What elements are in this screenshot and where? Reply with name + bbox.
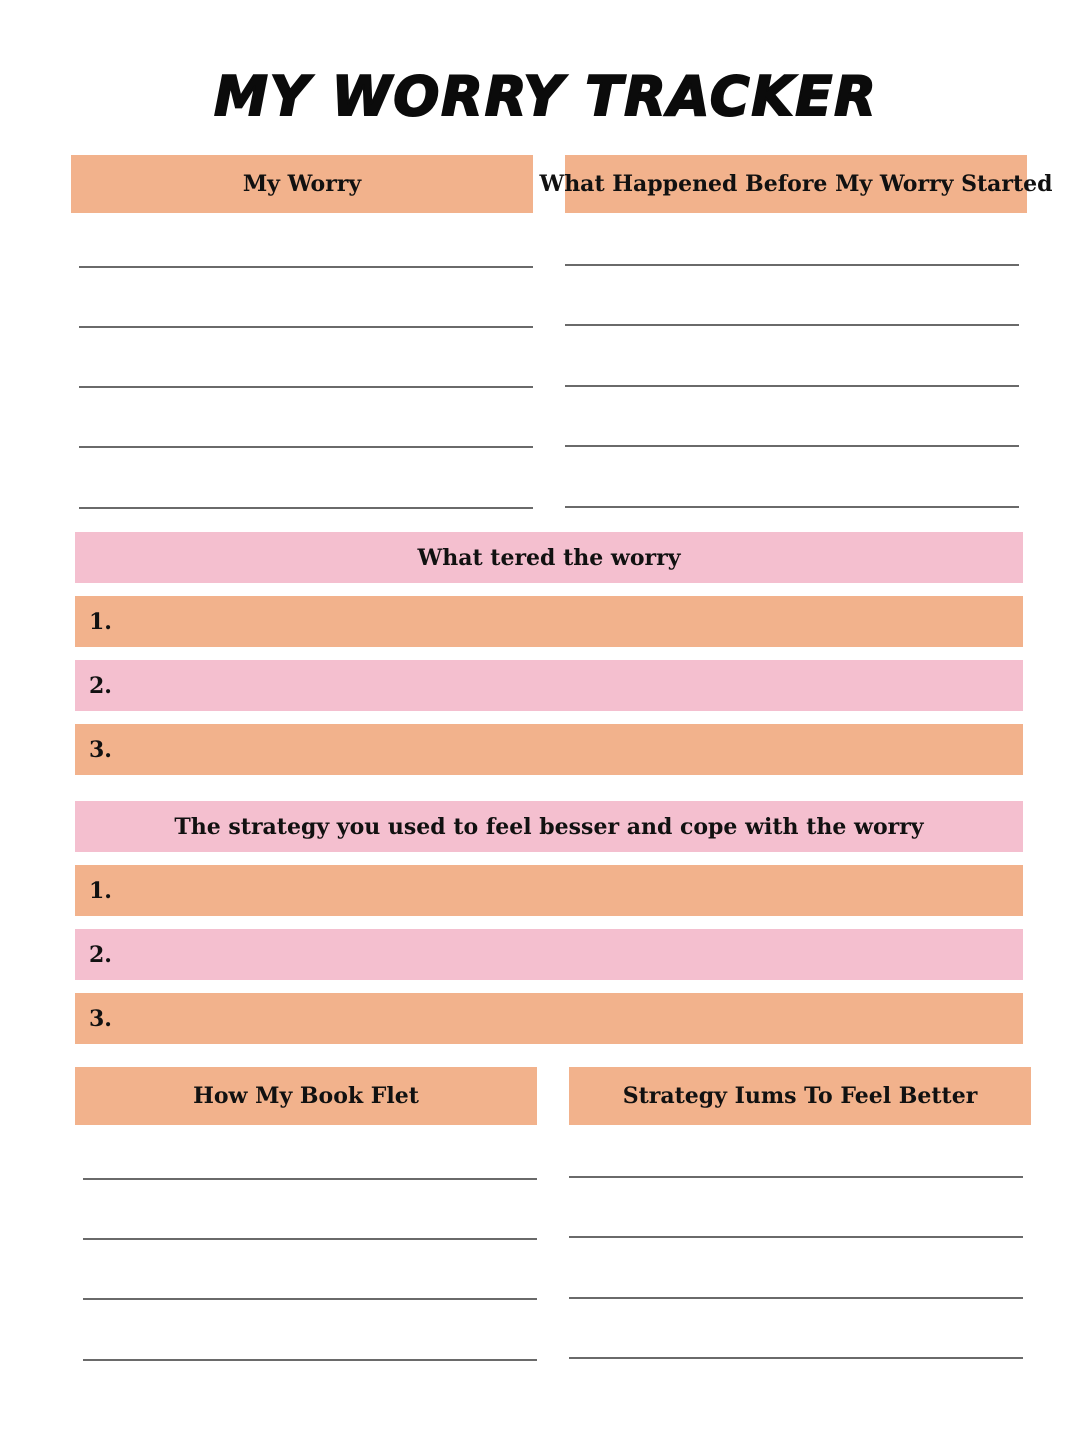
strategy-row-1[interactable]	[75, 865, 1023, 916]
trigger-row-3[interactable]	[75, 724, 1023, 775]
writing-line[interactable]	[569, 1297, 1023, 1299]
my-worry-header	[71, 155, 533, 213]
trigger-row-1[interactable]	[75, 596, 1023, 647]
what-happened-header-label: What Happened Before My Worry Started	[539, 171, 1053, 197]
writing-line[interactable]	[565, 506, 1019, 508]
strategy-row-3[interactable]	[75, 993, 1023, 1044]
writing-line[interactable]	[565, 324, 1019, 326]
strategy-header	[75, 801, 1023, 852]
writing-line[interactable]	[79, 507, 533, 509]
trigger-row-2[interactable]	[75, 660, 1023, 711]
strategy-row-number: 2.	[89, 941, 112, 968]
writing-line[interactable]	[79, 386, 533, 388]
writing-line[interactable]	[79, 266, 533, 268]
page-title: MY WORRY TRACKER	[214, 65, 878, 128]
writing-line[interactable]	[569, 1357, 1023, 1359]
strategy-header-label: The strategy you used to feel besser and cope with the worry	[174, 813, 924, 840]
writing-line[interactable]	[79, 446, 533, 448]
writing-line[interactable]	[565, 445, 1019, 447]
strategy-row-number: 1.	[89, 877, 112, 904]
strategy-items-header-label: Strategy Iums To Feel Better	[622, 1083, 978, 1109]
triggers-header	[75, 532, 1023, 583]
how-my-body-felt-header-label: How My Book Flet	[193, 1083, 419, 1109]
writing-line[interactable]	[83, 1298, 537, 1300]
trigger-row-number: 1.	[89, 608, 112, 635]
strategy-row-number: 3.	[89, 1005, 112, 1032]
writing-line[interactable]	[569, 1176, 1023, 1178]
triggers-header-label: What tered the worry	[417, 544, 681, 571]
writing-line[interactable]	[83, 1238, 537, 1240]
writing-line[interactable]	[79, 326, 533, 328]
my-worry-header-label: My Worry	[242, 171, 362, 197]
trigger-row-number: 2.	[89, 672, 112, 699]
how-my-body-felt-header	[75, 1067, 537, 1125]
strategy-row-2[interactable]	[75, 929, 1023, 980]
writing-line[interactable]	[569, 1236, 1023, 1238]
trigger-row-number: 3.	[89, 736, 112, 763]
writing-line[interactable]	[83, 1178, 537, 1180]
writing-line[interactable]	[83, 1359, 537, 1361]
writing-line[interactable]	[565, 385, 1019, 387]
what-happened-header	[539, 155, 1053, 213]
strategy-items-header	[569, 1067, 1031, 1125]
writing-line[interactable]	[565, 264, 1019, 266]
